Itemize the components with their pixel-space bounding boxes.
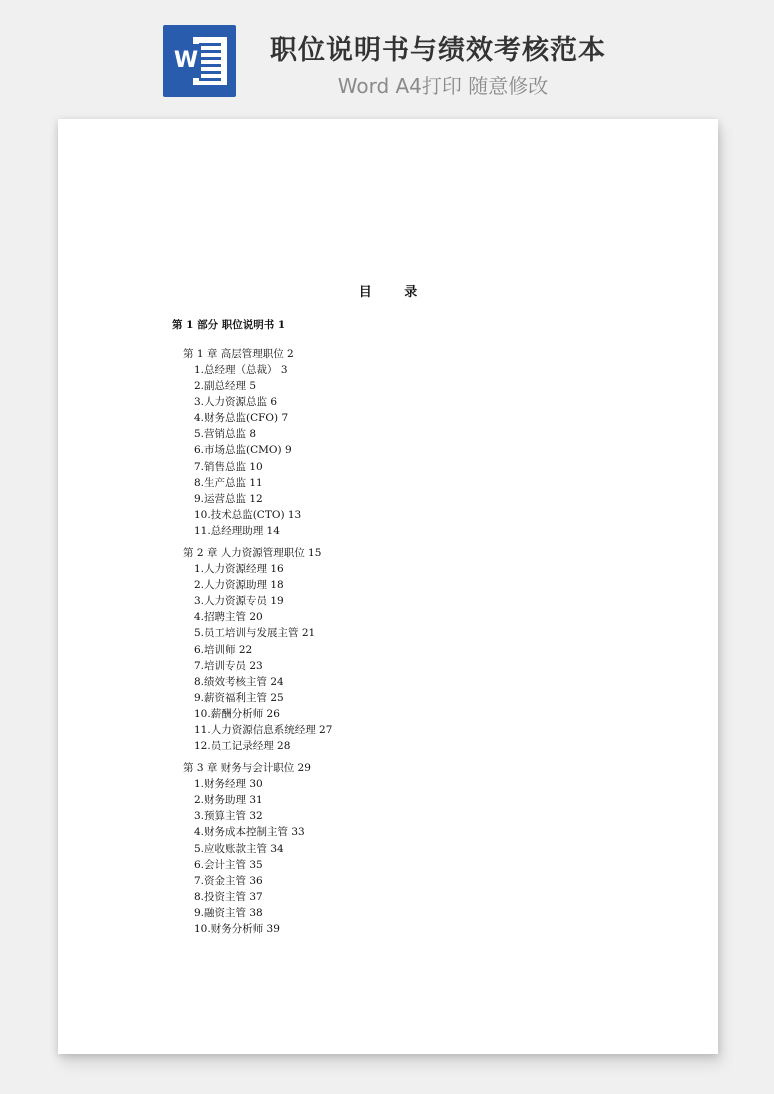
toc-entry[interactable]: 1.总经理（总裁） 3 xyxy=(194,364,288,376)
toc-entry[interactable]: 3.人力资源专员 19 xyxy=(194,595,284,608)
toc-entry[interactable]: 6.培训师 22 xyxy=(194,643,253,656)
toc-chapter-title[interactable]: 第 3 章 财务与会计职位 29 xyxy=(183,762,311,775)
toc-entry[interactable]: 11.总经理助理 14 xyxy=(194,524,280,537)
toc-entry[interactable]: 1.财务经理 30 xyxy=(194,778,263,791)
toc-entry[interactable]: 4.财务成本控制主管 33 xyxy=(194,826,305,839)
toc-chapter-title[interactable]: 第 2 章 人力资源管理职位 15 xyxy=(183,547,322,560)
toc-entry[interactable]: 2.财务助理 31 xyxy=(194,794,263,807)
toc-entry[interactable]: 3.预算主管 32 xyxy=(194,810,263,823)
toc-entry[interactable]: 12.员工记录经理 28 xyxy=(194,740,291,753)
toc-entry[interactable]: 2.人力资源助理 18 xyxy=(194,579,284,592)
toc-entry[interactable]: 7.销售总监 10 xyxy=(194,460,263,473)
toc-entry[interactable]: 1.人力资源经理 16 xyxy=(194,563,284,576)
toc-title: 目 录 xyxy=(358,285,432,300)
toc-chapter-title[interactable]: 第 1 章 高层管理职位 2 xyxy=(183,348,294,360)
toc-entry[interactable]: 5.员工培训与发展主管 21 xyxy=(194,627,316,640)
page-subtitle: Word A4打印 随意修改 xyxy=(337,74,549,98)
toc-entry[interactable]: 10.财务分析师 39 xyxy=(194,923,280,935)
toc-entry[interactable]: 5.营销总监 8 xyxy=(194,428,257,441)
toc-entry[interactable]: 7.资金主管 36 xyxy=(194,874,263,887)
toc-chapter-block xyxy=(172,545,592,754)
toc-entry[interactable]: 2.副总经理 5 xyxy=(194,380,257,393)
toc-part-title: 第 1 部分 职位说明书 1 xyxy=(172,319,286,331)
page-title: 职位说明书与绩效考核范本 xyxy=(270,35,606,66)
toc-entry[interactable]: 9.运营总监 12 xyxy=(194,492,263,505)
toc-entry[interactable]: 9.薪资福利主管 25 xyxy=(194,691,284,704)
toc-entry[interactable]: 5.应收账款主管 34 xyxy=(194,842,284,855)
toc-entry[interactable]: 9.融资主管 38 xyxy=(194,906,263,919)
toc-entry[interactable]: 7.培训专员 23 xyxy=(194,659,263,672)
toc-chapter-block xyxy=(172,346,592,539)
toc-entry[interactable]: 4.招聘主管 20 xyxy=(194,611,263,624)
word-letter: W xyxy=(171,44,201,78)
toc-entry[interactable]: 6.会计主管 35 xyxy=(194,858,263,871)
document-page xyxy=(58,119,718,1054)
toc-entry[interactable]: 3.人力资源总监 6 xyxy=(194,396,278,409)
toc-entry[interactable]: 11.人力资源信息系统经理 27 xyxy=(194,723,333,736)
toc-entry[interactable]: 10.薪酬分析师 26 xyxy=(194,707,280,720)
header xyxy=(0,0,774,110)
toc-entry[interactable]: 10.技术总监(CTO) 13 xyxy=(194,508,302,521)
toc-entry[interactable]: 4.财务总监(CFO) 7 xyxy=(194,412,289,425)
word-icon xyxy=(163,25,236,97)
toc-entry[interactable]: 8.绩效考核主管 24 xyxy=(194,675,284,688)
table-of-contents xyxy=(172,317,592,943)
toc-entry[interactable]: 8.生产总监 11 xyxy=(194,476,263,489)
toc-entry[interactable]: 6.市场总监(CMO) 9 xyxy=(194,444,292,457)
toc-chapter-block xyxy=(172,760,592,937)
toc-entry[interactable]: 8.投资主管 37 xyxy=(194,890,263,903)
toc-chapters xyxy=(172,346,592,937)
